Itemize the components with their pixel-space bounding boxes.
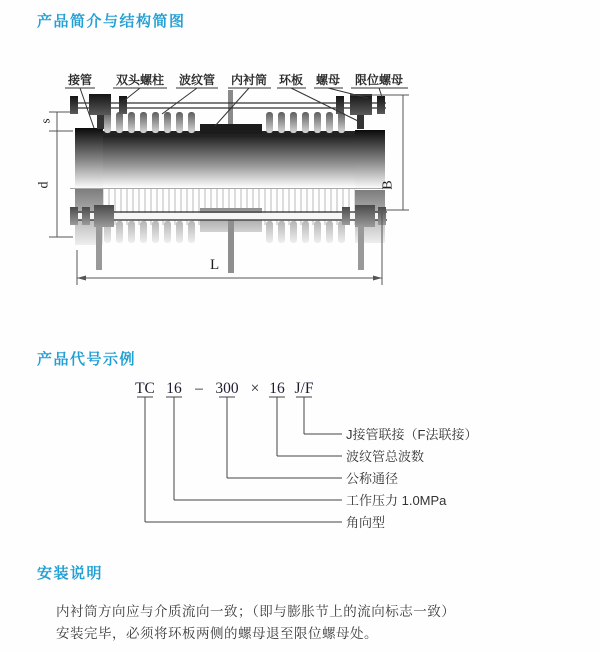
dim-label-B: B bbox=[380, 180, 396, 190]
code-token-multiply: × bbox=[250, 380, 260, 397]
expansion-joint-drawing bbox=[36, 60, 460, 310]
legend-item-waves: 波纹管总波数 bbox=[346, 449, 425, 464]
dim-label-d: d bbox=[36, 181, 52, 189]
lower-studs bbox=[96, 220, 364, 273]
part-label-stud: 双头螺柱 bbox=[115, 73, 165, 87]
bellows-body bbox=[75, 124, 385, 188]
part-label-limit-nut: 限位螺母 bbox=[354, 73, 404, 87]
section-title-intro: 产品简介与结构简图 bbox=[37, 13, 186, 30]
code-token-pressure: 16 bbox=[166, 380, 182, 397]
dim-label-L: L bbox=[210, 257, 220, 273]
install-note-line1: 内衬筒方向应与介质流向一致；（即与膨胀节上的流向标志一致） bbox=[56, 604, 456, 619]
code-token-type: TC bbox=[135, 380, 155, 397]
install-note-line2: 安装完毕，必须将环板两侧的螺母退至限位螺母处。 bbox=[56, 626, 378, 641]
section-title-code: 产品代号示例 bbox=[37, 351, 137, 368]
part-label-nut: 螺母 bbox=[315, 73, 341, 87]
part-label-connecting-pipe: 接管 bbox=[67, 73, 93, 87]
legend-item-diameter: 公称通径 bbox=[346, 471, 399, 486]
section-title-install: 安装说明 bbox=[37, 565, 104, 582]
part-label-bellows: 波纹管 bbox=[178, 73, 216, 87]
dim-label-s: s bbox=[37, 118, 53, 124]
part-label-ring-plate: 环板 bbox=[278, 73, 304, 87]
legend-item-connection: J接管联接（F法联接） bbox=[346, 427, 478, 442]
code-token-waves: 16 bbox=[269, 380, 285, 397]
legend-item-type: 角向型 bbox=[346, 515, 386, 530]
code-token-connection: J/F bbox=[294, 380, 314, 397]
legend-item-pressure: 工作压力 1.0MPa bbox=[346, 493, 447, 508]
code-token-dash: – bbox=[195, 380, 203, 397]
part-label-inner-liner: 内衬筒 bbox=[230, 73, 268, 87]
code-token-diameter: 300 bbox=[215, 380, 239, 397]
